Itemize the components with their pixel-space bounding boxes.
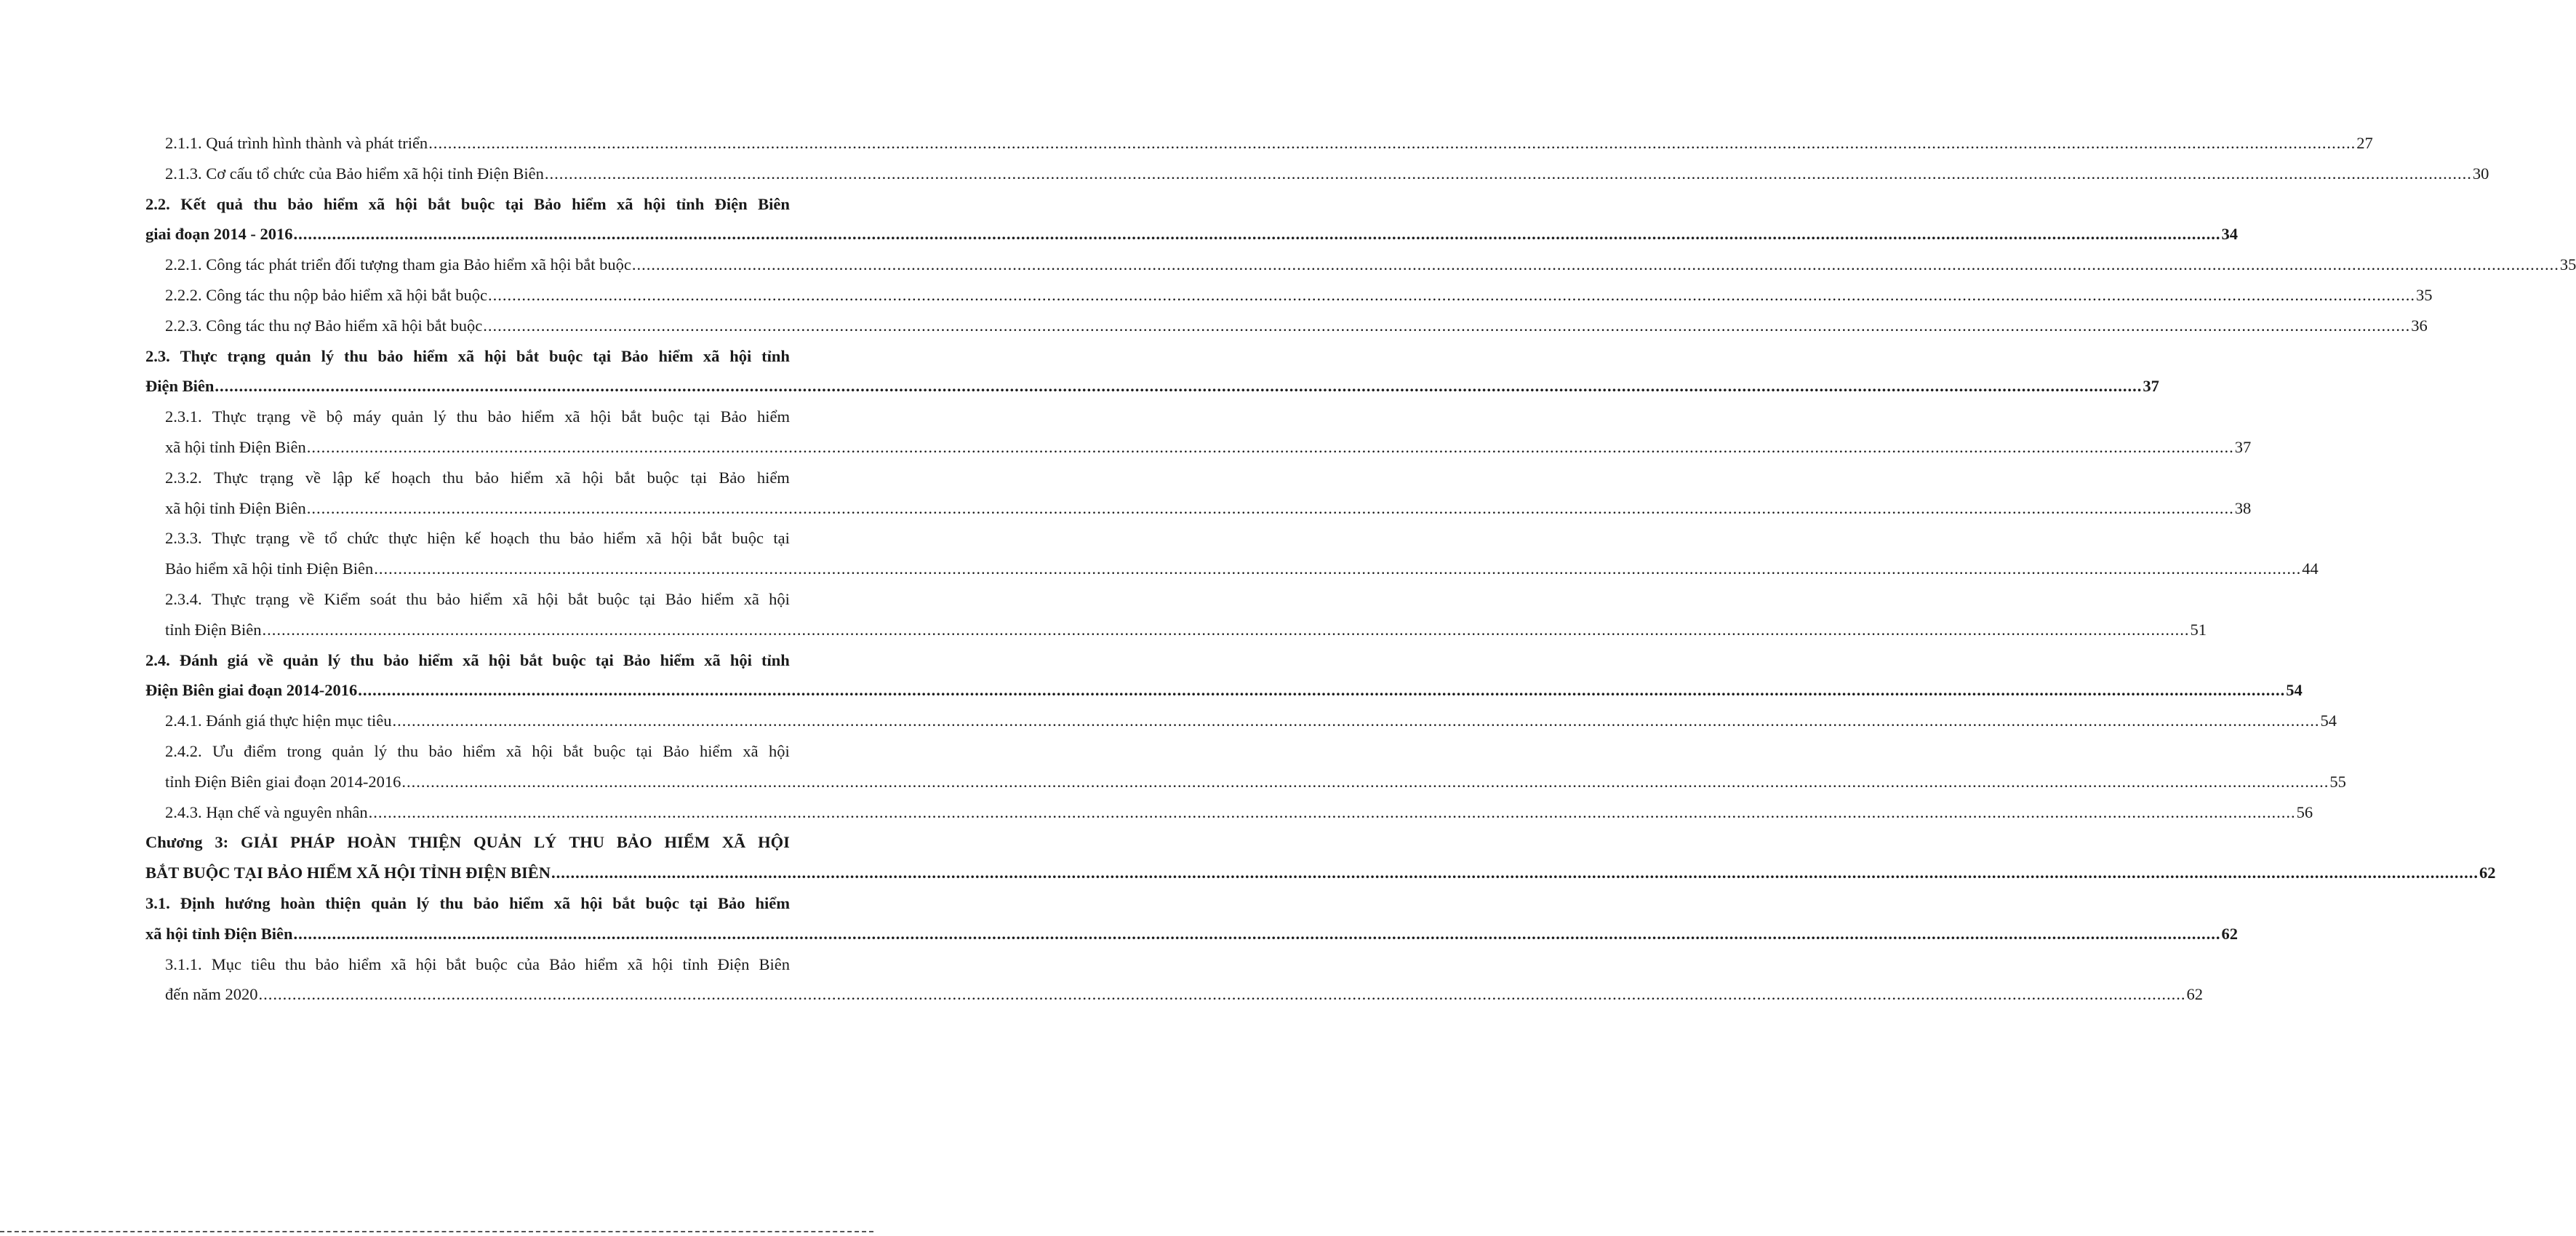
toc-word: hiện <box>427 529 456 548</box>
toc-word: Kiểm <box>324 590 361 608</box>
toc-word: buộc <box>552 650 586 669</box>
toc-entry-title: 2.4.3. Hạn chế và nguyên nhân <box>165 802 368 821</box>
toc-word: hiểm <box>603 529 636 548</box>
toc-word: quản <box>332 742 364 760</box>
toc-dot-leader: ................................................................................................................................................................................................................................................................................................................................................................................................................ <box>483 316 2411 335</box>
toc-word: thu <box>539 529 561 548</box>
toc-page-number: 55 <box>2329 772 2346 791</box>
toc-word: hiểm <box>348 954 382 973</box>
toc-word: 3.1. <box>145 894 170 912</box>
toc-word: quả <box>216 194 243 213</box>
toc-entry <box>145 373 2159 399</box>
toc-word: Bảo <box>717 894 745 912</box>
toc-dot-leader: ................................................................................................................................................................................................................................................................................................................................................................................................................ <box>428 134 2356 152</box>
toc-entry-title: BẮT BUỘC TẠI BẢO HIỂM XÃ HỘI TỈNH ĐIỆN BIÊN <box>145 864 551 882</box>
toc-entry <box>145 860 2496 886</box>
toc-entry-title: 2.2.3. Công tác thu nợ Bảo hiểm xã hội bắt buộc <box>165 316 483 335</box>
toc-word: bảo <box>569 529 594 548</box>
toc-word: bắt <box>428 194 451 213</box>
toc-page-number: 51 <box>2190 620 2207 639</box>
toc-word: hội <box>415 954 437 973</box>
toc-word: hiểm <box>700 742 733 760</box>
toc-entry-title: Điện Biên giai đoạn 2014-2016 <box>145 681 358 700</box>
toc-entry <box>145 191 790 218</box>
toc-word: tỉnh <box>761 650 790 669</box>
toc-entry-title: tỉnh Điện Biên <box>165 620 262 639</box>
toc-page-number: 54 <box>2320 711 2337 730</box>
toc-entry <box>165 313 2428 339</box>
toc-word: xã <box>463 650 479 669</box>
toc-word: 2.3.2. <box>165 468 202 487</box>
toc-word: bắt <box>563 742 584 760</box>
toc-word: hội <box>671 529 692 548</box>
toc-word: hiểm <box>463 742 496 760</box>
toc-word: Bảo <box>720 407 747 426</box>
toc-word: 3: <box>215 833 229 852</box>
toc-word: thu <box>253 194 277 213</box>
toc-word: bảo <box>315 954 340 973</box>
toc-word: THU <box>569 833 604 852</box>
toc-word: hiểm <box>755 894 790 912</box>
toc-entry-title: 2.2.2. Công tác thu nộp bảo hiểm xã hội bắt buộc <box>165 286 488 304</box>
toc-dot-leader: ................................................................................................................................................................................................................................................................................................................................................................................................................ <box>262 620 2190 639</box>
toc-word: trạng <box>257 407 291 426</box>
toc-word: tại <box>773 529 790 548</box>
toc-entry <box>145 829 790 856</box>
toc-word: Bảo <box>719 468 745 487</box>
toc-word: XÃ <box>721 833 746 852</box>
toc-word: tổ <box>324 529 337 548</box>
toc-word: Biên <box>759 954 790 973</box>
toc-word: hiểm <box>418 650 453 669</box>
toc-word: tỉnh <box>761 346 790 365</box>
toc-word: hiểm <box>470 590 503 608</box>
toc-word: hoạch <box>391 468 431 487</box>
toc-word: lập <box>332 468 353 487</box>
toc-word: Thực <box>211 590 247 608</box>
toc-word: hiểm <box>509 894 544 912</box>
toc-word: tại <box>693 407 711 426</box>
toc-word: thu <box>284 954 306 973</box>
toc-word: bắt <box>446 954 466 973</box>
toc-dot-leader: ................................................................................................................................................................................................................................................................................................................................................................................................................ <box>306 438 2234 456</box>
toc-word: chức <box>347 529 379 548</box>
toc-entry <box>165 495 2252 522</box>
toc-page-number: 62 <box>2221 924 2239 943</box>
toc-word: xã <box>391 954 407 973</box>
toc-word: HỘI <box>758 833 790 852</box>
toc-word: hướng <box>225 894 271 912</box>
toc-dot-leader: ................................................................................................................................................................................................................................................................................................................................................................................................................ <box>544 164 2472 183</box>
toc-word: xã <box>555 468 571 487</box>
toc-page-number: 36 <box>2411 316 2428 335</box>
toc-dot-leader: ................................................................................................................................................................................................................................................................................................................................................................................................................ <box>258 985 2186 1004</box>
toc-word: hiểm <box>585 954 618 973</box>
toc-word: hoạch <box>490 529 530 548</box>
toc-page-number: 38 <box>2234 498 2252 517</box>
toc-word: xã <box>505 742 521 760</box>
toc-word: xã <box>553 894 571 912</box>
page-bottom-rule <box>0 1231 873 1232</box>
toc-word: hội <box>582 468 604 487</box>
toc-entry-title: Bảo hiểm xã hội tỉnh Điện Biên <box>165 559 374 578</box>
toc-word: THIỆN <box>408 833 462 852</box>
toc-entry <box>165 434 2252 460</box>
toc-word: 2.4. <box>145 650 170 669</box>
toc-word: Định <box>180 894 215 912</box>
toc-dot-leader: ................................................................................................................................................................................................................................................................................................................................................................................................................ <box>358 681 2286 700</box>
toc-page-number: 37 <box>2143 377 2159 396</box>
toc-word: buộc <box>732 529 764 548</box>
toc-word: thu <box>397 742 419 760</box>
toc-word: Kết <box>180 194 207 213</box>
toc-entry-title: xã hội tỉnh Điện Biên <box>165 498 306 517</box>
toc-entry <box>165 769 2346 795</box>
toc-word: bắt <box>519 650 543 669</box>
toc-page-number: 62 <box>2479 864 2496 882</box>
toc-word: hiểm <box>660 650 695 669</box>
toc-word: xã <box>703 346 720 365</box>
toc-entry <box>165 738 790 765</box>
toc-word: Thực <box>212 529 247 548</box>
toc-word: PHÁP <box>290 833 335 852</box>
toc-dot-leader: ................................................................................................................................................................................................................................................................................................................................................................................................................ <box>631 255 2559 274</box>
toc-word: hiểm <box>756 407 790 426</box>
toc-word: Bảo <box>534 194 561 213</box>
toc-word: tỉnh <box>676 194 705 213</box>
toc-dot-leader: ................................................................................................................................................................................................................................................................................................................................................................................................................ <box>215 377 2143 396</box>
toc-word: bắt <box>568 590 588 608</box>
toc-word: bộ <box>326 407 343 426</box>
toc-dot-leader: ................................................................................................................................................................................................................................................................................................................................................................................................................ <box>368 802 2296 821</box>
toc-word: hiểm <box>511 468 544 487</box>
toc-word: bảo <box>377 346 404 365</box>
toc-word: Bảo <box>549 954 576 973</box>
toc-dot-leader: ................................................................................................................................................................................................................................................................................................................................................................................................................ <box>551 864 2479 882</box>
toc-word: xã <box>646 529 662 548</box>
toc-word: Bảo <box>663 742 689 760</box>
toc-word: Thực <box>212 407 247 426</box>
toc-page-number: 27 <box>2356 134 2373 152</box>
toc-word: tại <box>595 650 614 669</box>
toc-word: hội <box>532 742 553 760</box>
toc-word: Điện <box>714 194 748 213</box>
toc-page-number: 30 <box>2472 164 2489 183</box>
toc-word: hội <box>643 194 665 213</box>
toc-word: về <box>298 590 315 608</box>
toc-word: bắt <box>615 468 636 487</box>
toc-page-number: 54 <box>2286 681 2303 700</box>
toc-page-number: 35 <box>2416 286 2433 304</box>
toc-word: hiểm <box>521 407 555 426</box>
toc-entry <box>165 952 790 978</box>
toc-word: hoàn <box>280 894 316 912</box>
toc-word: bảo <box>487 407 512 426</box>
toc-dot-leader: ................................................................................................................................................................................................................................................................................................................................................................................................................ <box>306 498 2234 517</box>
toc-entry <box>165 708 2337 734</box>
toc-word: Bảo <box>623 650 651 669</box>
toc-entry-title: đến năm 2020 <box>165 985 258 1004</box>
toc-word: tại <box>639 590 656 608</box>
toc-word: quản <box>275 346 311 365</box>
toc-word: hội <box>652 954 673 973</box>
toc-word: xã <box>512 590 528 608</box>
toc-word: Bảo <box>621 346 649 365</box>
toc-word: lý <box>374 742 387 760</box>
toc-word: Thực <box>213 468 249 487</box>
toc-entry <box>165 465 790 491</box>
toc-entry-title: 2.1.1. Quá trình hình thành và phát triển <box>165 134 428 152</box>
toc-word: xã <box>627 954 643 973</box>
toc-word: xã <box>368 194 385 213</box>
toc-word: buộc <box>597 590 630 608</box>
toc-word: Chương <box>145 833 203 852</box>
toc-entry <box>165 282 2433 308</box>
toc-word: hiểm <box>413 346 448 365</box>
toc-word: của <box>516 954 540 973</box>
toc-word: hội <box>580 894 603 912</box>
toc-word: hội <box>729 346 752 365</box>
toc-word: lý <box>433 407 447 426</box>
toc-page-number: 37 <box>2234 438 2252 456</box>
toc-word: hiểm <box>658 346 693 365</box>
toc-entry <box>165 617 2207 643</box>
toc-word: trạng <box>260 468 294 487</box>
toc-dot-leader: ................................................................................................................................................................................................................................................................................................................................................................................................................ <box>374 559 2302 578</box>
toc-word: điểm <box>244 742 277 760</box>
toc-entry <box>145 677 2303 703</box>
toc-page-number: 62 <box>2186 985 2203 1004</box>
toc-word: 2.3.1. <box>165 407 202 426</box>
toc-entry <box>165 252 2576 278</box>
toc-word: buộc <box>645 894 679 912</box>
toc-entry-title: 2.2.1. Công tác phát triển đối tượng tham gia Bảo hiểm xã hội bắt buộc <box>165 255 631 274</box>
toc-entry <box>165 404 790 430</box>
toc-word: hội <box>537 590 559 608</box>
toc-entry-title: tỉnh Điện Biên giai đoạn 2014-2016 <box>165 772 401 791</box>
toc-word: bảo <box>475 468 499 487</box>
toc-word: về <box>299 529 315 548</box>
toc-word: Đánh <box>179 650 218 669</box>
toc-word: về <box>305 468 321 487</box>
toc-word: Thực <box>180 346 217 365</box>
toc-word: bảo <box>287 194 313 213</box>
toc-word: tại <box>636 742 653 760</box>
toc-word: 2.3.3. <box>165 529 202 548</box>
toc-word: thực <box>388 529 417 548</box>
toc-word: thiện <box>325 894 361 912</box>
toc-word: trạng <box>227 346 266 365</box>
toc-page-number: 34 <box>2221 225 2239 244</box>
toc-word: hội <box>729 650 752 669</box>
toc-page-number: 44 <box>2302 559 2319 578</box>
toc-word: quản <box>391 407 423 426</box>
toc-word: hiểm <box>756 468 790 487</box>
toc-word: về <box>300 407 316 426</box>
toc-word: tỉnh <box>682 954 708 973</box>
toc-word: trạng <box>255 590 289 608</box>
toc-word: Biên <box>758 194 790 213</box>
toc-entry-title: giai đoạn 2014 - 2016 <box>145 225 293 244</box>
toc-word: kế <box>465 529 481 548</box>
toc-page-number: 56 <box>2296 802 2313 821</box>
toc-word: tiêu <box>251 954 276 973</box>
toc-word: trong <box>287 742 321 760</box>
toc-word: hiểm <box>701 590 735 608</box>
toc-word: Mục <box>211 954 241 973</box>
toc-word: bắt <box>612 894 636 912</box>
toc-word: hội <box>484 346 507 365</box>
toc-word: giá <box>227 650 249 669</box>
toc-dot-leader: ................................................................................................................................................................................................................................................................................................................................................................................................................ <box>392 711 2320 730</box>
toc-word: bảo <box>383 650 409 669</box>
toc-word: hiểm <box>572 194 607 213</box>
toc-word: tại <box>689 894 708 912</box>
toc-page-number: 35 <box>2559 255 2576 274</box>
toc-word: 2.3.4. <box>165 590 202 608</box>
toc-word: Bảo <box>665 590 692 608</box>
toc-word: hội <box>769 590 790 608</box>
toc-word: bảo <box>428 742 452 760</box>
toc-entry-title: xã hội tỉnh Điện Biên <box>165 438 306 456</box>
toc-word: GIẢI <box>240 833 279 852</box>
toc-word: hội <box>488 650 511 669</box>
toc-word: tại <box>593 346 612 365</box>
toc-word: tại <box>690 468 708 487</box>
toc-word: trạng <box>255 529 290 548</box>
toc-entry <box>165 161 2489 187</box>
toc-word: 2.3. <box>145 346 170 365</box>
toc-word: quản <box>282 650 319 669</box>
toc-word: 2.4.2. <box>165 742 202 760</box>
toc-entry <box>165 586 790 613</box>
toc-word: bắt <box>621 407 642 426</box>
toc-word: thu <box>439 894 463 912</box>
toc-word: lý <box>327 650 341 669</box>
toc-word: hiểm <box>323 194 359 213</box>
toc-word: xã <box>743 742 759 760</box>
toc-word: buộc <box>475 954 508 973</box>
toc-entry <box>165 130 2373 156</box>
toc-word: xã <box>743 590 759 608</box>
toc-entry <box>145 890 790 917</box>
toc-word: BẢO <box>616 833 652 852</box>
toc-word: Điện <box>717 954 750 973</box>
toc-word: hội <box>395 194 417 213</box>
toc-word: xã <box>564 407 580 426</box>
toc-entry-title: 2.1.3. Cơ cấu tổ chức của Bảo hiểm xã hội tỉnh Điện Biên <box>165 164 544 183</box>
toc-word: LÝ <box>534 833 557 852</box>
toc-word: lý <box>416 894 430 912</box>
toc-dot-leader: ................................................................................................................................................................................................................................................................................................................................................................................................................ <box>293 225 2221 244</box>
toc-word: 3.1.1. <box>165 954 202 973</box>
toc-word: máy <box>353 407 382 426</box>
toc-word: tại <box>505 194 524 213</box>
toc-entry <box>145 221 2239 247</box>
toc-entry <box>165 525 790 551</box>
toc-entry-title: xã hội tỉnh Điện Biên <box>145 924 293 943</box>
toc-word: soát <box>369 590 397 608</box>
toc-word: buộc <box>593 742 626 760</box>
toc-entry <box>145 647 790 674</box>
toc-word: buộc <box>652 407 684 426</box>
toc-entry <box>145 921 2239 947</box>
toc-word: xã <box>457 346 475 365</box>
toc-word: thu <box>442 468 464 487</box>
toc-word: kế <box>364 468 380 487</box>
toc-word: QUẢN <box>473 833 522 852</box>
toc-entry <box>165 556 2319 582</box>
toc-word: buộc <box>647 468 679 487</box>
toc-entry <box>165 800 2313 826</box>
toc-word: HIỂM <box>664 833 710 852</box>
toc-word: bảo <box>473 894 500 912</box>
toc-word: buộc <box>549 346 583 365</box>
toc-word: hội <box>590 407 612 426</box>
toc-dot-leader: ................................................................................................................................................................................................................................................................................................................................................................................................................ <box>293 924 2221 943</box>
toc-entry-title: 2.4.1. Đánh giá thực hiện mục tiêu <box>165 711 392 730</box>
toc-dot-leader: ................................................................................................................................................................................................................................................................................................................................................................................................................ <box>488 286 2416 304</box>
toc-entry <box>145 343 790 370</box>
toc-word: Ưu <box>212 742 233 760</box>
toc-dot-leader: ................................................................................................................................................................................................................................................................................................................................................................................................................ <box>401 772 2329 791</box>
toc-word: lý <box>321 346 335 365</box>
toc-word: thu <box>343 346 368 365</box>
toc-word: thu <box>456 407 478 426</box>
toc-word: thu <box>406 590 428 608</box>
toc-word: xã <box>617 194 633 213</box>
toc-word: hội <box>769 742 790 760</box>
toc-word: 2.2. <box>145 194 170 213</box>
toc-word: thu <box>350 650 375 669</box>
toc-word: quản <box>371 894 407 912</box>
toc-word: HOÀN <box>347 833 396 852</box>
toc-word: bắt <box>516 346 540 365</box>
toc-word: buộc <box>460 194 495 213</box>
toc-entry <box>165 981 2203 1008</box>
toc-word: xã <box>704 650 721 669</box>
toc-word: bảo <box>436 590 460 608</box>
toc-entry-title: Điện Biên <box>145 377 215 396</box>
toc-word: bắt <box>702 529 722 548</box>
toc-word: về <box>257 650 273 669</box>
